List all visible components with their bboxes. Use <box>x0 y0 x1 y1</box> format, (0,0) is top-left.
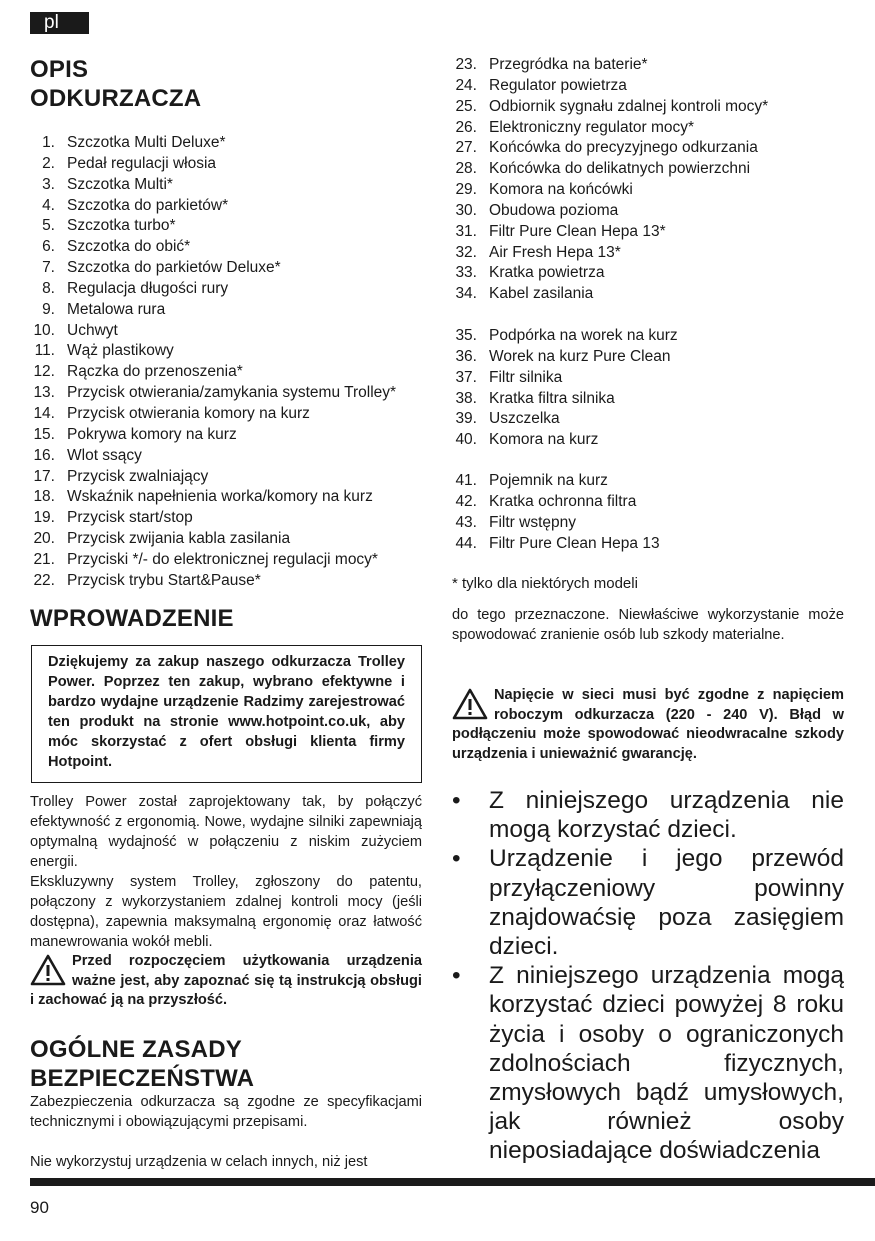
list-item-text: Przyciski */- do elektronicznej regulacji mocy* <box>67 550 378 568</box>
list-item-number: 39. <box>455 410 477 428</box>
bullet-marker: • <box>452 845 461 873</box>
list-item-text: Końcówka do precyzyjnego odkurzania <box>489 139 758 157</box>
page-number: 90 <box>30 1198 49 1217</box>
list-item <box>30 425 396 446</box>
list-item <box>30 446 396 467</box>
bullet-marker: • <box>452 787 461 814</box>
list-item-text: Wąż plastikowy <box>67 342 174 360</box>
list-item-number: 29. <box>455 181 477 199</box>
safety-paragraph-2: Nie wykorzystuj urządzenia w celach innych, niż jest <box>30 1154 368 1170</box>
list-item-number: 24. <box>455 76 477 94</box>
list-item <box>452 492 660 513</box>
list-item-number: 25. <box>455 97 477 115</box>
list-item-text: Szczotka Multi* <box>67 175 173 193</box>
list-item-text: Kratka ochronna filtra <box>489 492 637 510</box>
list-item-number: 4. <box>42 196 55 214</box>
list-item <box>30 404 396 425</box>
list-item-text: Regulacja długości rury <box>67 279 229 297</box>
warning-voltage <box>452 686 844 764</box>
list-item-text: Przycisk zwalniający <box>67 467 209 485</box>
list-item-number: 35. <box>455 327 477 344</box>
list-item <box>452 513 660 534</box>
list-item-text: Filtr wstępny <box>489 513 576 531</box>
list-item-text: Szczotka turbo* <box>67 217 176 235</box>
list-item-number: 42. <box>455 492 477 510</box>
list-item-text: Pojemnik na kurz <box>489 472 608 489</box>
list-item-text: Przegródka na baterie* <box>489 56 648 73</box>
list-item <box>452 138 768 159</box>
list-item <box>452 347 678 368</box>
list-item-number: 9. <box>42 300 55 318</box>
list-item-number: 19. <box>33 509 55 527</box>
list-item-text: Końcówka do delikatnych powierzchni <box>489 160 751 178</box>
list-item <box>30 258 396 279</box>
list-item-text: Wlot ssący <box>67 446 142 464</box>
list-item <box>452 471 660 492</box>
list-item-number: 37. <box>455 368 477 386</box>
list-item-text: Regulator powietrza <box>489 76 627 94</box>
safety-bullet-list <box>452 786 844 1166</box>
list-item-text: Pedał regulacji włosia <box>67 154 217 172</box>
list-item <box>452 55 768 76</box>
heading-safety-line2: BEZPIECZEŃSTWA <box>30 1065 255 1092</box>
list-item-number: 20. <box>33 530 55 548</box>
list-item-number: 43. <box>455 513 477 531</box>
parts-list-right-a <box>452 55 768 305</box>
list-item <box>30 362 396 383</box>
list-item-text: Szczotka do parkietów Deluxe* <box>67 259 281 277</box>
intro-paragraph-2: Ekskluzywny system Trolley, zgłoszony do patentu, połączony z wykorzystaniem zdalnej kontroli mocy (jeśli dostępna), zapewnia maksymalną ergonomię oraz łatwość manewrowania wokół mebli. <box>30 874 422 950</box>
list-item-number: 1. <box>42 134 55 151</box>
bullet-item-1 <box>452 786 844 844</box>
list-item <box>452 243 768 264</box>
list-item <box>30 300 396 321</box>
list-item-text: Uchwyt <box>67 321 118 339</box>
list-item-number: 33. <box>455 264 477 282</box>
heading-description-line2: ODKURZACZA <box>30 85 202 112</box>
list-item <box>452 201 768 222</box>
list-item-text: Metalowa rura <box>67 300 166 318</box>
list-item-text: Szczotka do obić* <box>67 238 191 256</box>
list-item-text: Odbiornik sygnału zdalnej kontroli mocy* <box>489 97 769 115</box>
list-item <box>452 118 768 139</box>
list-item-number: 44. <box>455 534 477 552</box>
list-item <box>452 534 660 555</box>
list-item-number: 34. <box>455 285 477 303</box>
footnote: * tylko dla niektórych modeli <box>452 575 638 592</box>
list-item-text: Wskaźnik napełnienia worka/komory na kurz <box>67 488 373 506</box>
list-item <box>30 550 396 571</box>
list-item-number: 41. <box>455 472 477 489</box>
list-item-number: 12. <box>33 363 55 381</box>
list-item <box>30 341 396 362</box>
list-item-number: 38. <box>455 389 477 407</box>
list-item <box>30 237 396 258</box>
list-item <box>452 97 768 118</box>
list-item-number: 10. <box>33 321 55 339</box>
list-item-number: 22. <box>33 571 55 589</box>
list-item-number: 17. <box>33 467 55 485</box>
list-item-text: Kabel zasilania <box>489 285 594 303</box>
list-item-text: Obudowa pozioma <box>489 201 619 219</box>
list-item <box>452 76 768 97</box>
list-item-number: 31. <box>455 222 477 240</box>
list-item <box>452 284 768 305</box>
list-item <box>30 133 396 154</box>
list-item <box>30 279 396 300</box>
list-item-text: Uszczelka <box>489 410 560 428</box>
list-item <box>30 529 396 550</box>
intro-paragraph-1: Trolley Power został zaprojektowany tak, by połączyć efektywność z ergonomią. Nowe, wydajne silniki zapewniają optymalną wydajność w połączeniu z niskim zużyciem energii. <box>30 794 422 870</box>
parts-list-right-c <box>452 471 660 554</box>
list-item-text: Filtr silnika <box>489 368 563 386</box>
list-item <box>452 222 768 243</box>
list-item-text: Podpórka na worek na kurz <box>489 327 678 344</box>
list-item-number: 21. <box>33 550 55 568</box>
list-item-number: 14. <box>33 404 55 422</box>
warning-triangle-icon <box>452 688 488 720</box>
list-item-number: 32. <box>455 243 477 261</box>
footer-divider <box>30 1178 875 1186</box>
list-item-text: Przycisk otwierania komory na kurz <box>67 404 310 422</box>
list-item-number: 7. <box>42 259 55 277</box>
list-item-text: Szczotka Multi Deluxe* <box>67 134 226 151</box>
list-item-number: 23. <box>455 56 477 73</box>
list-item-text: Przycisk trybu Start&Pause* <box>67 571 261 589</box>
bullet-text: Z niniejszego urządzenia nie mogą korzystać dzieci. <box>489 787 844 844</box>
safety-paragraph-1: Zabezpieczenia odkurzacza są zgodne ze specyfikacjami technicznymi i obowiązującymi przepisami. <box>30 1094 422 1130</box>
list-item-text: Przycisk start/stop <box>67 509 193 527</box>
list-item <box>30 467 396 488</box>
list-item-number: 13. <box>33 384 55 402</box>
list-item <box>30 196 396 217</box>
list-item-number: 18. <box>33 488 55 506</box>
bullet-text: Urządzenie i jego przewód przyłączeniowy powinny znajdowaćsię poza zasięgiem dzieci. <box>489 845 844 961</box>
parts-list-left <box>30 133 396 592</box>
list-item-number: 15. <box>33 425 55 443</box>
list-item-number: 8. <box>42 279 55 297</box>
warning-voltage-text: Napięcie w sieci musi być zgodne z napięciem roboczym odkurzacza (220 - 240 V). Błąd w podłączeniu może spowodować nieodwracalne szkody urządzenia i unieważnić gwarancję. <box>452 687 844 762</box>
list-item <box>452 159 768 180</box>
list-item-text: Kratka powietrza <box>489 264 605 282</box>
heading-safety-line1: OGÓLNE ZASADY <box>30 1036 242 1063</box>
list-item-text: Szczotka do parkietów* <box>67 196 229 214</box>
list-item <box>30 154 396 175</box>
list-item-number: 5. <box>42 217 55 235</box>
list-item-text: Przycisk otwierania/zamykania systemu Trolley* <box>67 384 397 402</box>
list-item-text: Filtr Pure Clean Hepa 13* <box>489 222 666 240</box>
list-item-number: 27. <box>455 139 477 157</box>
list-item-number: 3. <box>42 175 55 193</box>
list-item-number: 26. <box>455 118 477 136</box>
heading-description-line1: OPIS <box>30 56 89 83</box>
list-item-text: Kratka filtra silnika <box>489 389 615 407</box>
list-item-text: Worek na kurz Pure Clean <box>489 347 671 365</box>
intro-thank-you-box: Dziękujemy za zakup naszego odkurzacza Trolley Power. Poprzez ten zakup, wybrano efektywne i bardzo wydajne urządzenie Radzimy zarejestrować ten produkt na stronie www.hotpoint.co.uk, aby móc skorzystać z ofert obsługi klienta firmy Hotpoint. <box>31 645 422 783</box>
list-item <box>30 487 396 508</box>
list-item <box>30 571 396 592</box>
bullet-item-2 <box>452 844 844 961</box>
list-item-number: 11. <box>34 342 55 360</box>
warning-read-instructions <box>30 952 422 1011</box>
list-item <box>452 263 768 284</box>
list-item-text: Filtr Pure Clean Hepa 13 <box>489 534 660 552</box>
list-item-number: 28. <box>455 160 477 178</box>
list-item-number: 2. <box>42 154 55 172</box>
list-item-number: 36. <box>455 347 477 365</box>
right-continuation-paragraph: do tego przeznaczone. Niewłaściwe wykorzystanie może spowodować zranienie osób lub szkody materialne. <box>452 607 844 643</box>
list-item <box>30 383 396 404</box>
list-item-text: Przycisk zwijania kabla zasilania <box>67 530 291 548</box>
list-item-number: 16. <box>33 446 55 464</box>
list-item-number: 40. <box>455 431 477 449</box>
list-item-text: Komora na końcówki <box>489 181 633 199</box>
list-item-text: Rączka do przenoszenia* <box>67 363 243 381</box>
list-item <box>30 508 396 529</box>
list-item <box>452 326 678 347</box>
bullet-item-3 <box>452 961 844 1165</box>
list-item-number: 6. <box>42 238 55 256</box>
list-item <box>30 321 396 342</box>
list-item <box>452 368 678 389</box>
list-item-text: Elektroniczny regulator mocy* <box>489 118 695 136</box>
warning-read-instructions-text: Przed rozpoczęciem użytkowania urządzenia ważne jest, aby zapoznać się tą instrukcją obsługi i zachować ją na przyszłość. <box>30 953 422 1008</box>
warning-triangle-icon <box>30 954 66 986</box>
list-item <box>452 409 678 430</box>
list-item <box>452 180 768 201</box>
parts-list-right-b <box>452 326 678 451</box>
list-item <box>30 216 396 237</box>
list-item-number: 30. <box>455 201 477 219</box>
list-item-text: Air Fresh Hepa 13* <box>489 243 621 261</box>
heading-introduction: WPROWADZENIE <box>30 605 234 632</box>
list-item <box>30 175 396 196</box>
list-item <box>452 389 678 410</box>
list-item-text: Komora na kurz <box>489 431 599 449</box>
bullet-text: Z niniejszego urządzenia mogą korzystać dzieci powyżej 8 roku życia i osoby o ograniczonych zdolnościach fizycznych, zmysłowych bądź umysłowych, jak również osoby nieposiadające doświadczenia <box>489 962 844 1165</box>
list-item <box>452 430 678 451</box>
bullet-marker: • <box>452 962 461 990</box>
list-item-text: Pokrywa komory na kurz <box>67 425 237 443</box>
language-tab: pl <box>30 12 89 34</box>
